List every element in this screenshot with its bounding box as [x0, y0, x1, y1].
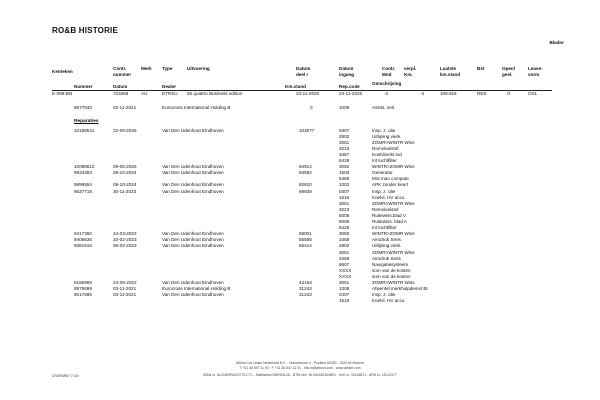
entry-dealer: Van Den Udenhout Eindhoven	[162, 292, 224, 298]
assist-code: 1009	[339, 105, 350, 110]
entry-datum: 24-05-2022	[113, 280, 137, 285]
reparaties-heading: Reparaties	[74, 119, 99, 124]
vehicle-datum-ingang: 23-11-2020	[339, 91, 363, 96]
footer-address: Athlon Car Lease Nederland B.V. - Veluwezoom 4 - Postbus 60250 - 1320 AH Almere	[235, 361, 365, 365]
header-bst: Bst	[477, 66, 485, 71]
vehicle-contr-nummer: 723468	[113, 91, 129, 96]
entry-description: som van de kosten	[372, 267, 411, 273]
entry-description: ZOMR>WINTR Wiss	[372, 200, 415, 206]
entry-km: 55555	[299, 237, 312, 243]
bladnr-label: Bladnr	[549, 40, 564, 45]
entry-datum: 03-11-2021	[113, 286, 137, 292]
vehicle-merk: AU	[141, 91, 148, 96]
form-code: CRORAR67 7.01v	[52, 374, 79, 378]
header-dealer: Dealer	[162, 84, 177, 89]
entry-dealer: Van Den Udenhout Eindhoven	[162, 237, 224, 243]
header-open-geel: Open/ geel.	[502, 66, 516, 77]
entry-nummer: 8979899	[74, 286, 92, 292]
entry-rep-code: 1002	[339, 182, 350, 188]
entry-rep-code: 6607	[339, 261, 350, 267]
entry-nummer: 9934393	[74, 170, 92, 176]
entry-km: 94914	[299, 164, 312, 170]
vehicle-open-geel: G	[507, 91, 511, 96]
assist-nummer: 8977840	[74, 105, 92, 110]
entry-rep-code: 0407	[339, 292, 350, 298]
entry-nummer: 9165969	[74, 280, 92, 285]
entry-description: APK zonder keurt	[372, 182, 409, 188]
header-uitvoering: Uitvoering	[187, 66, 210, 71]
assist-desc: Assist. verl.	[372, 105, 396, 110]
entry-rep-code: 1503	[339, 170, 350, 176]
entry-datum: 03-11-2021	[113, 292, 137, 298]
entry-dealer: Van Den Udenhout Eindhoven	[162, 243, 224, 249]
vehicle-contr-mnd: -2	[384, 91, 389, 96]
entry-rep-code: 3051	[339, 280, 350, 285]
entry-description: Uitlijning.vierk.	[372, 243, 402, 249]
entry-rep-code: 6005	[339, 212, 350, 218]
header-datum-deel-i: Datum deel I	[296, 66, 311, 77]
assist-datum: 03-11-2021	[113, 105, 137, 110]
vehicle-verpl-km: -4	[420, 91, 425, 96]
entry-dealer: Van Den Udenhout Eindhoven	[162, 231, 224, 237]
assist-km: 0	[310, 105, 313, 110]
entry-rep-code: 6429	[339, 158, 350, 163]
entry-nummer: 9417360	[74, 231, 92, 237]
entry-description: Remvloeistof	[372, 145, 399, 151]
entry-rep-code: 6006	[339, 219, 350, 224]
entry-rep-code: 1305	[339, 286, 350, 292]
vehicle-datum-deel-i: 23-11-2020	[296, 91, 320, 96]
entry-datum: 10-02-2023	[113, 237, 137, 243]
entry-nummer: 9406636	[74, 237, 92, 243]
entry-rep-code: 0407	[339, 188, 350, 194]
entry-description: Ruitewiss. blad A	[372, 219, 407, 224]
footer-registration: IBAN nr. NL41BNPA0227701771 - Swiftadres BNPANL2A - BTW idnr. NL001440304B01 - KvK nr. 33136871 - AFM nr. 12012477	[203, 373, 397, 377]
entry-rep-code: 5469	[339, 176, 350, 182]
entry-description: Int luchtfilter	[372, 158, 397, 163]
entry-nummer: 9899554	[74, 182, 92, 188]
entry-km: 31243	[299, 286, 312, 292]
vehicle-uitvoering: 55 quattro Business edition	[187, 91, 243, 96]
entry-rep-code: 1516	[339, 298, 350, 304]
entry-rep-code: 3050	[339, 231, 350, 237]
entry-description: Mot man compute	[372, 176, 409, 182]
entry-rep-code: 3468	[339, 237, 350, 243]
entry-rep-code: 2802	[339, 133, 350, 139]
entry-rep-code: 1516	[339, 194, 350, 200]
header-contr-mnd: Contr. Mnd	[382, 66, 396, 77]
entry-description: Ruitewiss.blad V	[372, 212, 406, 218]
entry-dealer: Eurocross International Holding B	[162, 286, 231, 292]
entry-nummer: 9017686	[74, 292, 92, 298]
entry-description: Remvloeistof	[372, 206, 399, 212]
page-title: RO&B HISTORIE	[52, 26, 119, 35]
header-km-stand: Km.stand	[285, 84, 306, 89]
entry-datum: 29-10-2024	[113, 170, 137, 176]
entry-rep-code: 3468	[339, 255, 350, 261]
entry-datum: 30-11-2023	[113, 188, 137, 194]
entry-nummer: 9381515	[74, 243, 92, 249]
entry-dealer: Van Den Udenhout Eindhoven	[162, 280, 224, 285]
entry-rep-code: 3457	[339, 151, 350, 157]
assist-dealer: Eurocross International Holding B	[162, 105, 231, 110]
entry-description: Airodruk Sens	[372, 255, 401, 261]
entry-rep-code: 3051	[339, 139, 350, 145]
entry-description: Generator	[372, 170, 393, 176]
entry-dealer: Van Den Udenhout Eindhoven	[162, 170, 224, 176]
entry-km: 55414	[299, 243, 312, 249]
entry-description: Insp. z. olie	[372, 292, 396, 298]
entry-description: Koelvl. HV accu	[372, 194, 405, 200]
entry-description: ZOMR>WINTR Wiss	[372, 280, 415, 285]
header-rep-code: Rep.code	[339, 84, 360, 89]
entry-datum: 24-03-2023	[113, 231, 137, 237]
header-verpl-km: verpl. Km.	[404, 66, 417, 77]
header-laatste-km-stand: Laatste km.stand	[440, 66, 461, 77]
entry-description: Navigatiesysteem	[372, 261, 409, 267]
entry-rep-code: 3051	[339, 200, 350, 206]
entry-datum: 22-09-2025	[113, 127, 137, 133]
entry-datum: 06-02-2023	[113, 243, 137, 249]
entry-km: 58001	[299, 231, 312, 237]
entry-description: WINTR>ZOMR Wiss	[372, 164, 415, 170]
entry-description: Insp. z. olie	[372, 127, 396, 133]
vehicle-kenteken: K-099-BN	[52, 91, 73, 96]
entry-km: 31243	[299, 292, 312, 298]
entry-rep-code: XXXX	[339, 267, 352, 273]
header-merk: Merk	[141, 66, 152, 71]
entry-description: Uitlijning.vierk.	[372, 133, 402, 139]
entry-km: 103077	[299, 127, 315, 133]
entry-rep-code: 3050	[339, 164, 350, 170]
entry-nummer: 10198541	[74, 127, 95, 133]
header-datum-ingang: Datum ingang	[339, 66, 355, 77]
entry-nummer: 10099612	[74, 164, 95, 170]
entry-description: Int luchtfilter	[372, 225, 397, 231]
entry-rep-code: 3051	[339, 249, 350, 255]
entry-description: ZOMR>WINTR Wiss	[372, 249, 415, 255]
entry-km: 84592	[299, 170, 312, 176]
entry-description: ZOMR>WINTR Wiss	[372, 139, 415, 145]
entry-description: WINTR>ZOMR Wiss	[372, 231, 415, 237]
vehicle-lease-vorm: OSL	[528, 91, 538, 96]
entry-dealer: Van Den Udenhout Eindhoven	[162, 182, 224, 188]
header-contr-nummer: Contr. nummer	[113, 66, 132, 77]
entry-dealer: Van Den Udenhout Eindhoven	[162, 127, 224, 133]
header-kenteken: Kenteken	[52, 69, 73, 74]
entry-datum: 09-05-2025	[113, 164, 137, 170]
header-omschrijving: Omschrijving	[372, 81, 402, 86]
vehicle-bst: RES	[477, 91, 487, 96]
entry-description: Airodruk Sens	[372, 237, 401, 243]
entry-description: som van de kosten	[372, 273, 411, 279]
entry-nummer: 9637718	[74, 188, 92, 194]
entry-km: 82810	[299, 182, 312, 188]
entry-dealer: Van Den Udenhout Eindhoven	[162, 164, 224, 170]
footer-contact: T +31 36 547 11 00 - F +31 36 547 11 01 - info.nl@athlon.com - www.athlon.com	[239, 366, 361, 370]
vehicle-type: ETRSU	[162, 91, 178, 96]
entry-rep-code: 0407	[339, 127, 350, 133]
header-type: Type	[162, 66, 173, 71]
header-lease-vorm: Lease- vorm	[528, 66, 543, 77]
entry-rep-code: 3223	[339, 206, 350, 212]
entry-km: 43153	[299, 280, 312, 285]
entry-rep-code: XXXX	[339, 273, 352, 279]
entry-rep-code: 6429	[339, 225, 350, 231]
entry-description: Insp. z. olie	[372, 188, 396, 194]
entry-rep-code: 2802	[339, 243, 350, 249]
vehicle-laatste-km-stand: 108.916	[440, 91, 457, 96]
entry-description: Koelvl. HV accu	[372, 298, 405, 304]
entry-description: Koelvloeist ind	[372, 151, 402, 157]
entry-datum: 09-10-2024	[113, 182, 137, 188]
header-nummer: Nummer	[74, 84, 93, 89]
entry-km: 69938	[299, 188, 312, 194]
entry-description: Afwentel merkhulpdienst BI	[372, 286, 428, 292]
entry-dealer: Van Den Udenhout Eindhoven	[162, 188, 224, 194]
header-datum: Datum	[113, 84, 128, 89]
entry-rep-code: 3223	[339, 145, 350, 151]
